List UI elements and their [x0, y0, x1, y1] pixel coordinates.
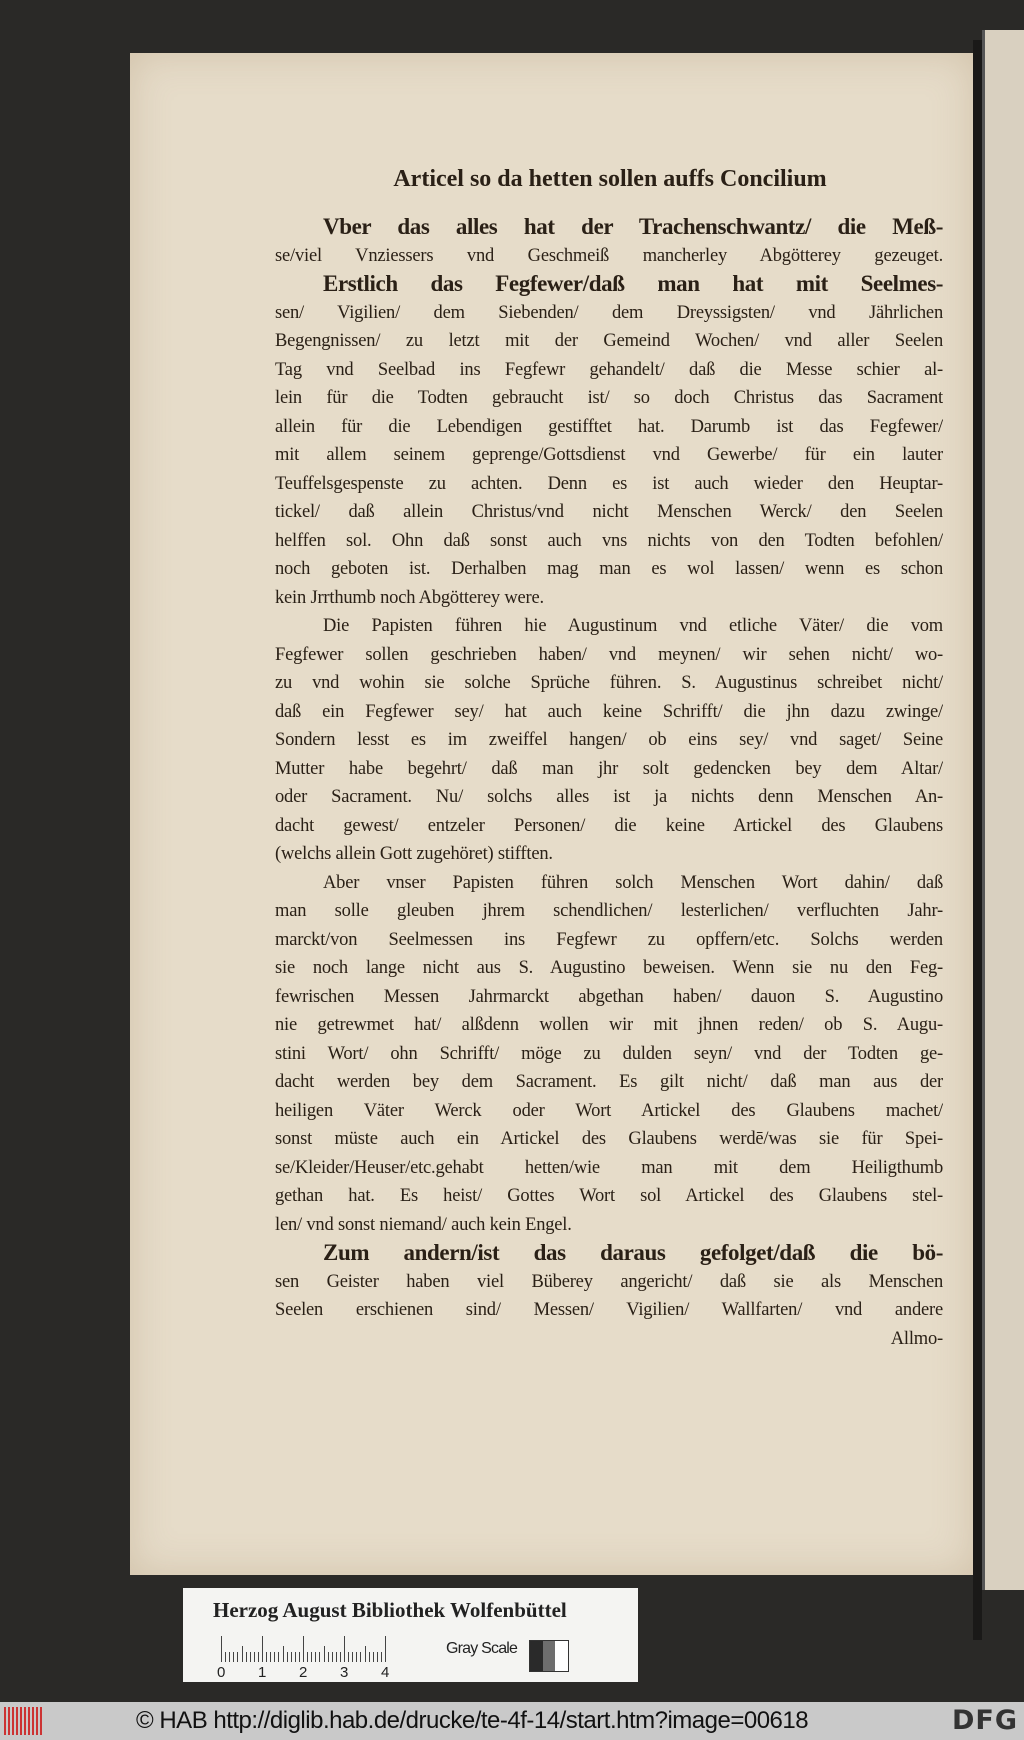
text-line: Mutter habe begehrt/ daß man jhr solt gedencken bey dem Altar/ [275, 758, 943, 779]
ruler-tick [340, 1652, 341, 1662]
ruler-tick [348, 1652, 349, 1662]
ruler-tick [266, 1652, 267, 1662]
text-line: Aber vnser Papisten führen solch Menschen Wort dahin/ daß [323, 872, 943, 893]
text-line: Teuffelsgespenste zu achten. Denn es ist auch wieder den Heuptar- [275, 473, 943, 494]
ruler-tick [278, 1652, 279, 1662]
ruler-tick [311, 1652, 312, 1662]
ruler-tick [254, 1652, 255, 1662]
text-line: Zum andern/ist das daraus gefolget/daß die bö- [323, 1240, 943, 1265]
ruler-tick [250, 1652, 251, 1662]
text-line: Tag vnd Seelbad ins Fegfewr gehandelt/ daß die Messe schier al- [275, 359, 943, 380]
hab-logo-icon [4, 1707, 48, 1735]
ruler-tick [307, 1652, 308, 1662]
text-line: daß ein Fegfewer sey/ hat auch keine Schrifft/ die jhn dazu zwinge/ [275, 701, 943, 722]
ruler-tick [356, 1652, 357, 1662]
ruler-number: 0 [217, 1664, 226, 1681]
ruler-tick [291, 1652, 292, 1662]
ruler-tick [365, 1646, 366, 1662]
ruler-tick [270, 1652, 271, 1662]
ruler-tick [258, 1652, 259, 1662]
text-line: heiligen Väter Werck oder Wort Artickel des Glaubens machet/ [275, 1100, 943, 1121]
text-line: gethan hat. Es heist/ Gottes Wort sol Artickel des Glaubens stel- [275, 1186, 943, 1206]
ruler-tick [225, 1652, 226, 1662]
ruler-tick [381, 1652, 382, 1662]
text-line: allein für die Lebendigen gestifftet hat. Darumb ist das Fegfewer/ [275, 416, 943, 437]
text-line: dacht gewest/ entzeler Personen/ die keine Artickel des Glaubens [275, 815, 943, 836]
text-line: Allmo- [890, 1328, 943, 1349]
ruler-tick [328, 1652, 329, 1662]
ruler-tick [303, 1636, 304, 1662]
ruler-number: 1 [258, 1664, 267, 1681]
ruler-tick [319, 1652, 320, 1662]
ruler-tick [237, 1652, 238, 1662]
text-line: marckt/von Seelmessen ins Fegfewr zu opffern/etc. Solchs werden [275, 929, 943, 950]
text-line: Begengnissen/ zu letzt mit der Gemeind Wochen/ vnd aller Seelen [275, 331, 943, 351]
text-line: fewrischen Messen Jahrmarckt abgethan haben/ dauon S. Augustino [275, 986, 943, 1007]
text-line: nie getrewmet hat/ alßdenn wollen wir mit jhnen reden/ ob S. Augu- [275, 1015, 943, 1035]
ruler-tick [377, 1652, 378, 1662]
gray-scale-label: Gray Scale [446, 1640, 518, 1657]
dfg-logo: DFG [951, 1705, 1018, 1736]
gray-swatch [543, 1641, 556, 1671]
ruler-tick [336, 1652, 337, 1662]
text-line: kein Jrrthumb noch Abgötterey were. [275, 587, 544, 608]
ruler-tick [283, 1646, 284, 1662]
facing-page-edge [982, 30, 1024, 1590]
ruler-tick [287, 1652, 288, 1662]
text-line: mit allem seinem geprenge/Gottsdienst vnd Gewerbe/ für ein lauter [275, 445, 943, 465]
ruler-tick [221, 1636, 222, 1662]
text-line: Vber das alles hat der Trachenschwantz/ die Meß- [323, 214, 943, 239]
ruler-tick [385, 1636, 386, 1662]
text-line: tickel/ daß allein Christus/vnd nicht Menschen Werck/ den Seelen [275, 502, 943, 522]
text-line: oder Sacrament. Nu/ solchs alles ist ja nichts denn Menschen An- [275, 787, 943, 807]
text-line: sie noch lange nicht aus S. Augustino beweisen. Wenn sie nu den Feg- [275, 958, 943, 978]
text-line: Seelen erschienen sind/ Messen/ Vigilien/ Wallfarten/ vnd andere [275, 1300, 943, 1320]
library-name: Herzog August Bibliothek Wolfenbüttel [213, 1598, 567, 1622]
running-head: Articel so da hetten sollen auffs Concilium [393, 166, 827, 192]
ruler-tick [332, 1652, 333, 1662]
ruler-tick [233, 1652, 234, 1662]
ruler-tick [246, 1652, 247, 1662]
ruler-tick [229, 1652, 230, 1662]
ruler-tick [344, 1636, 345, 1662]
ruler-tick [352, 1652, 353, 1662]
ruler-number: 3 [340, 1664, 349, 1681]
ruler-number: 4 [381, 1664, 390, 1681]
text-line: Erstlich das Fegfewer/daß man hat mit Seelmes- [323, 271, 943, 296]
library-label [183, 1588, 638, 1682]
ruler-tick [274, 1652, 275, 1662]
ruler-tick [242, 1646, 243, 1662]
ruler-number: 2 [299, 1664, 308, 1681]
ruler-tick [299, 1652, 300, 1662]
text-line: man solle gleuben jhrem schendlichen/ lesterlichen/ verfluchten Jahr- [275, 901, 943, 921]
text-line: Sondern lesst es im zweiffel hangen/ ob eins sey/ vnd saget/ Seine [275, 730, 943, 750]
ruler-tick [369, 1652, 370, 1662]
text-line: noch geboten ist. Derhalben mag man es wol lassen/ wenn es schon [275, 559, 943, 579]
text-line: se/Kleider/Heuser/etc.gehabt hetten/wie man mit dem Heiligthumb [275, 1157, 943, 1178]
gray-scale-swatches [529, 1640, 569, 1672]
text-line: lein für die Todten gebraucht ist/ so doch Christus das Sacrament [275, 388, 943, 408]
text-line: zu vnd wohin sie solche Sprüche führen. S. Augustinus schreibet nicht/ [275, 673, 943, 693]
book-gutter [973, 40, 982, 1640]
gray-swatch [530, 1641, 543, 1671]
ruler-tick [373, 1652, 374, 1662]
gray-swatch [555, 1641, 568, 1671]
text-line: Die Papisten führen hie Augustinum vnd etliche Väter/ die vom [323, 616, 943, 636]
text-line: helffen sol. Ohn daß sonst auch vns nichts von den Todten befohlen/ [275, 530, 943, 551]
footer-bar [0, 1702, 1024, 1740]
ruler-tick [315, 1652, 316, 1662]
source-url[interactable]: © HAB http://diglib.hab.de/drucke/te-4f-14/start.htm?image=00618 [136, 1707, 809, 1734]
ruler-tick [324, 1646, 325, 1662]
text-line: (welchs allein Gott zugehöret) stifften. [275, 844, 553, 864]
ruler-scale [221, 1636, 391, 1662]
text-line: sen/ Vigilien/ dem Siebenden/ dem Dreyssigsten/ vnd Jährlichen [275, 302, 943, 323]
text-line: sen Geister haben viel Büberey angericht/ daß sie als Menschen [275, 1271, 943, 1292]
ruler-tick [360, 1652, 361, 1662]
text-line: len/ vnd sonst niemand/ auch kein Engel. [275, 1214, 572, 1235]
text-line: dacht werden bey dem Sacrament. Es gilt nicht/ daß man aus der [275, 1072, 943, 1092]
text-line: sonst müste auch ein Artickel des Glaubens werdē/was sie für Spei- [275, 1129, 943, 1149]
text-line: Fegfewer sollen geschrieben haben/ vnd meynen/ wir sehen nicht/ wo- [275, 644, 943, 665]
text-line: se/viel Vnziessers vnd Geschmeiß mancherley Abgötterey gezeuget. [275, 245, 943, 266]
ruler-tick [262, 1636, 263, 1662]
ruler-tick [295, 1652, 296, 1662]
text-line: stini Wort/ ohn Schrifft/ möge zu dulden seyn/ vnd der Todten ge- [275, 1043, 943, 1064]
